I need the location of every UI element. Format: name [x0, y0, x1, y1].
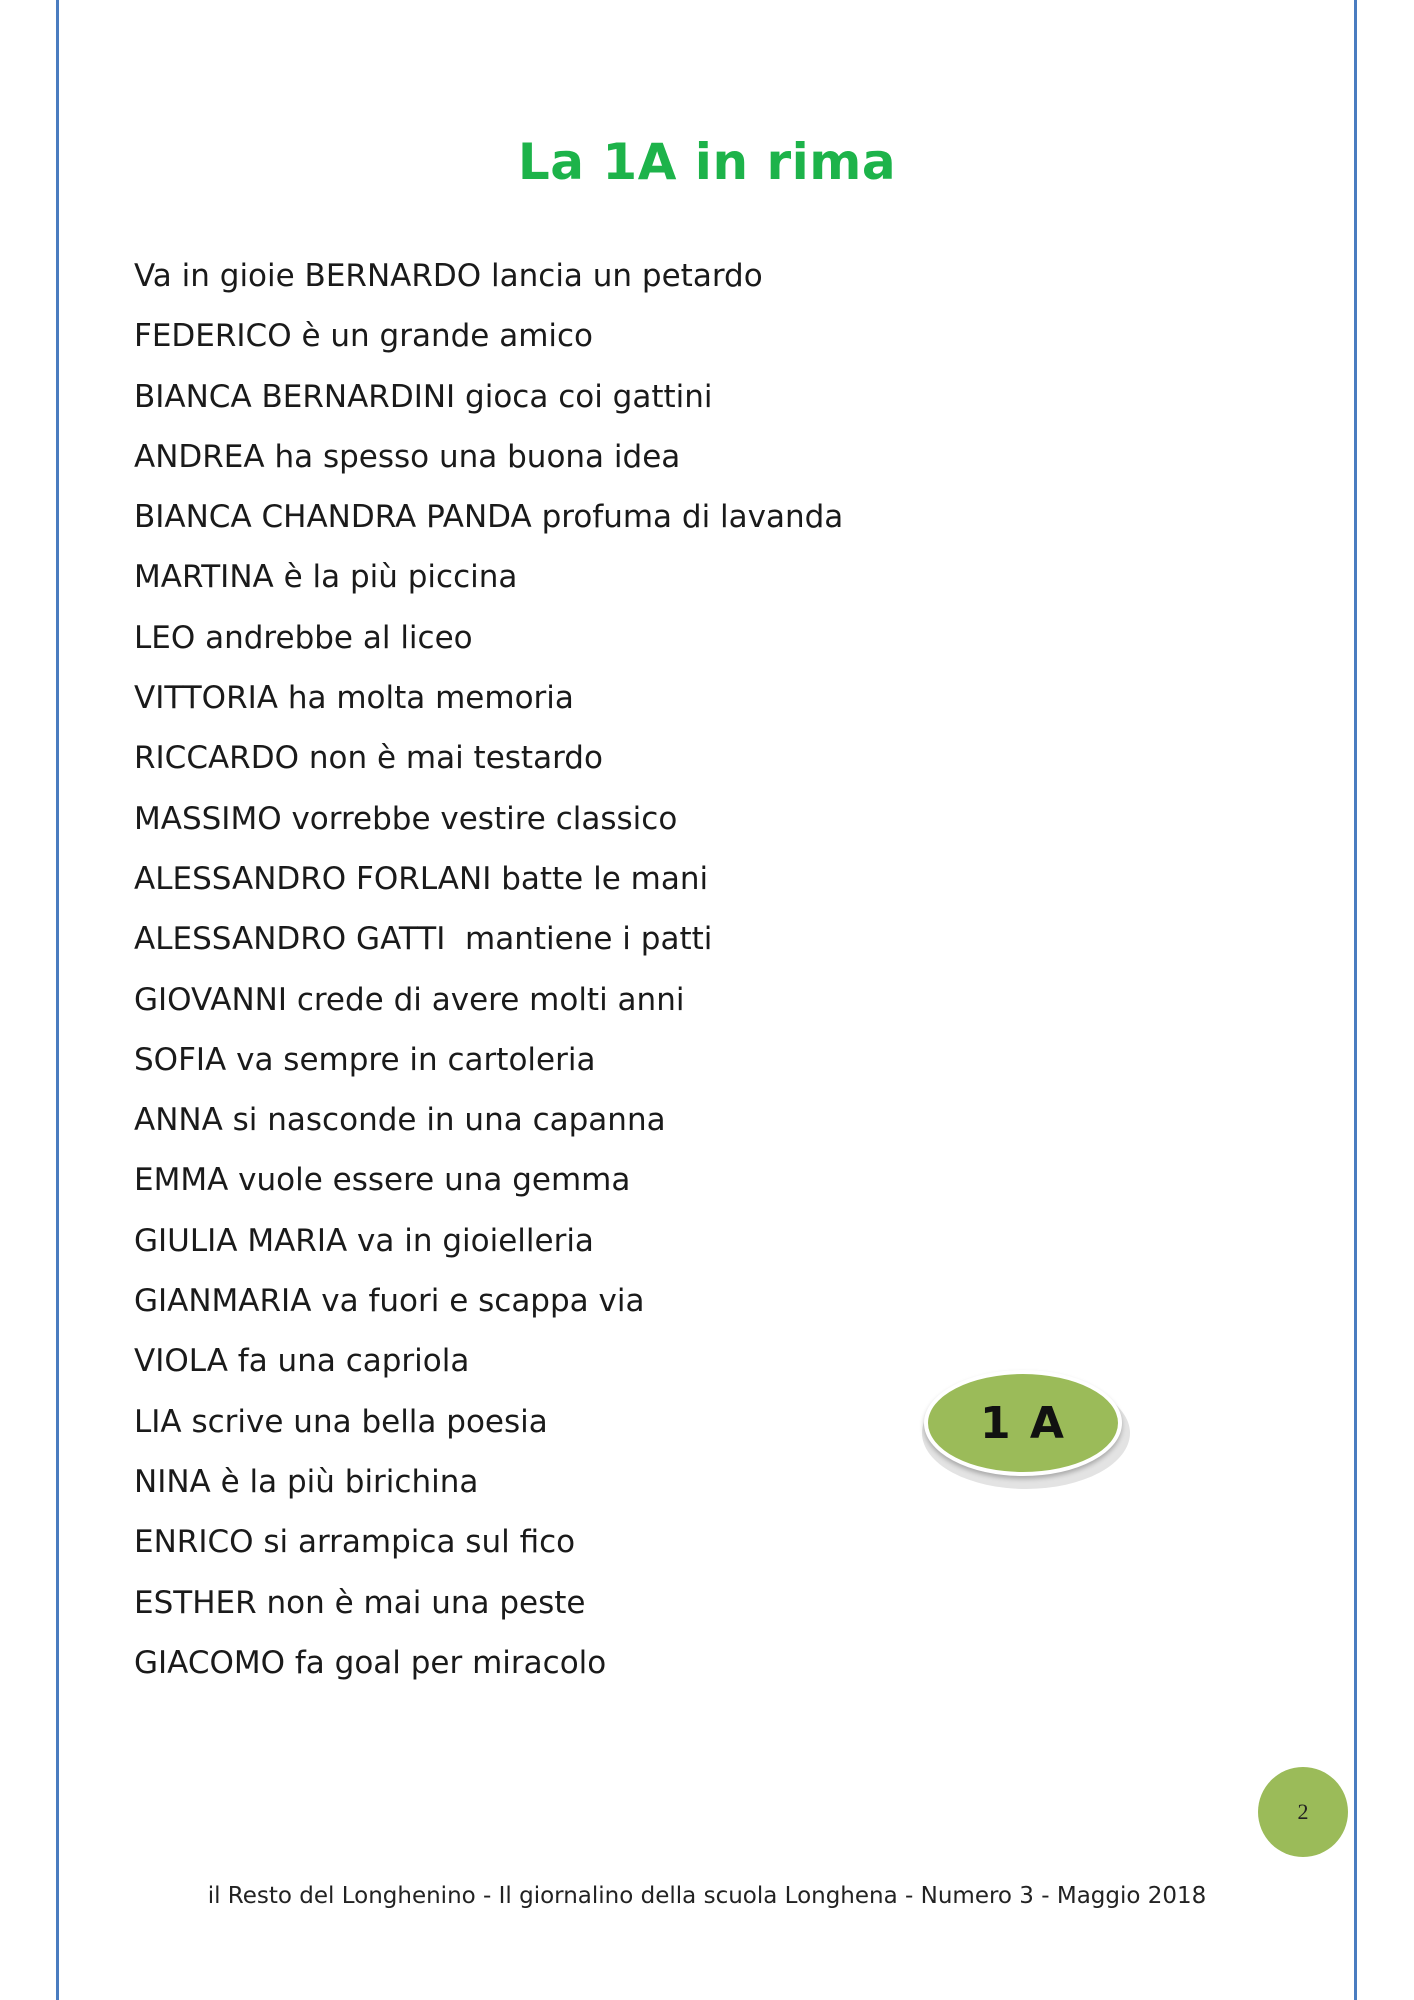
- poem-line: MASSIMO vorrebbe vestire classico: [134, 800, 678, 837]
- poem-line: VITTORIA ha molta memoria: [134, 680, 574, 717]
- poem-line: ALESSANDRO GATTI mantiene i patti: [134, 921, 713, 958]
- poem-line: GIOVANNI crede di avere molti anni: [134, 981, 685, 1018]
- poem-line: VIOLA fa una capriola: [134, 1343, 470, 1380]
- poem-line: ENRICO si arrampica sul fico: [134, 1524, 576, 1561]
- class-badge: [924, 1370, 1122, 1476]
- poem-line: ANNA si nasconde in una capanna: [134, 1102, 666, 1139]
- poem-line: GIACOMO fa goal per miracolo: [134, 1644, 607, 1681]
- poem-line: GIULIA MARIA va in gioielleria: [134, 1222, 594, 1259]
- page-number: 2: [1258, 1767, 1348, 1857]
- poem-line: LIA scrive una bella poesia: [134, 1403, 548, 1440]
- poem-line: MARTINA è la più piccina: [134, 559, 518, 596]
- poem-line: NINA è la più birichina: [134, 1463, 479, 1500]
- poem-line: Va in gioie BERNARDO lancia un petardo: [134, 258, 763, 294]
- poem-line: LEO andrebbe al liceo: [134, 619, 473, 656]
- poem: [134, 246, 843, 1693]
- class-badge-label: 1 A: [980, 1397, 1066, 1449]
- poem-line: BIANCA BERNARDINI gioca coi gattini: [134, 378, 713, 415]
- poem-line: EMMA vuole essere una gemma: [134, 1162, 631, 1199]
- poem-line: ESTHER non è mai una peste: [134, 1584, 586, 1621]
- poem-line: BIANCA CHANDRA PANDA profuma di lavanda: [134, 499, 844, 536]
- page-title: La 1A in rima: [517, 133, 897, 191]
- page-border-right: [1354, 0, 1357, 2000]
- poem-line: ALESSANDRO FORLANI batte le mani: [134, 860, 709, 897]
- page-border-left: [56, 0, 59, 2000]
- poem-line: RICCARDO non è mai testardo: [134, 740, 603, 777]
- poem-line: ANDREA ha spesso una buona idea: [134, 438, 681, 475]
- poem-line: FEDERICO è un grande amico: [134, 318, 594, 355]
- footer: il Resto del Longhenino - Il giornalino della scuola Longhena - Numero 3 - Maggio 2018: [207, 1883, 1207, 1909]
- poem-line: SOFIA va sempre in cartoleria: [134, 1041, 596, 1078]
- poem-line: GIANMARIA va fuori e scappa via: [134, 1283, 645, 1320]
